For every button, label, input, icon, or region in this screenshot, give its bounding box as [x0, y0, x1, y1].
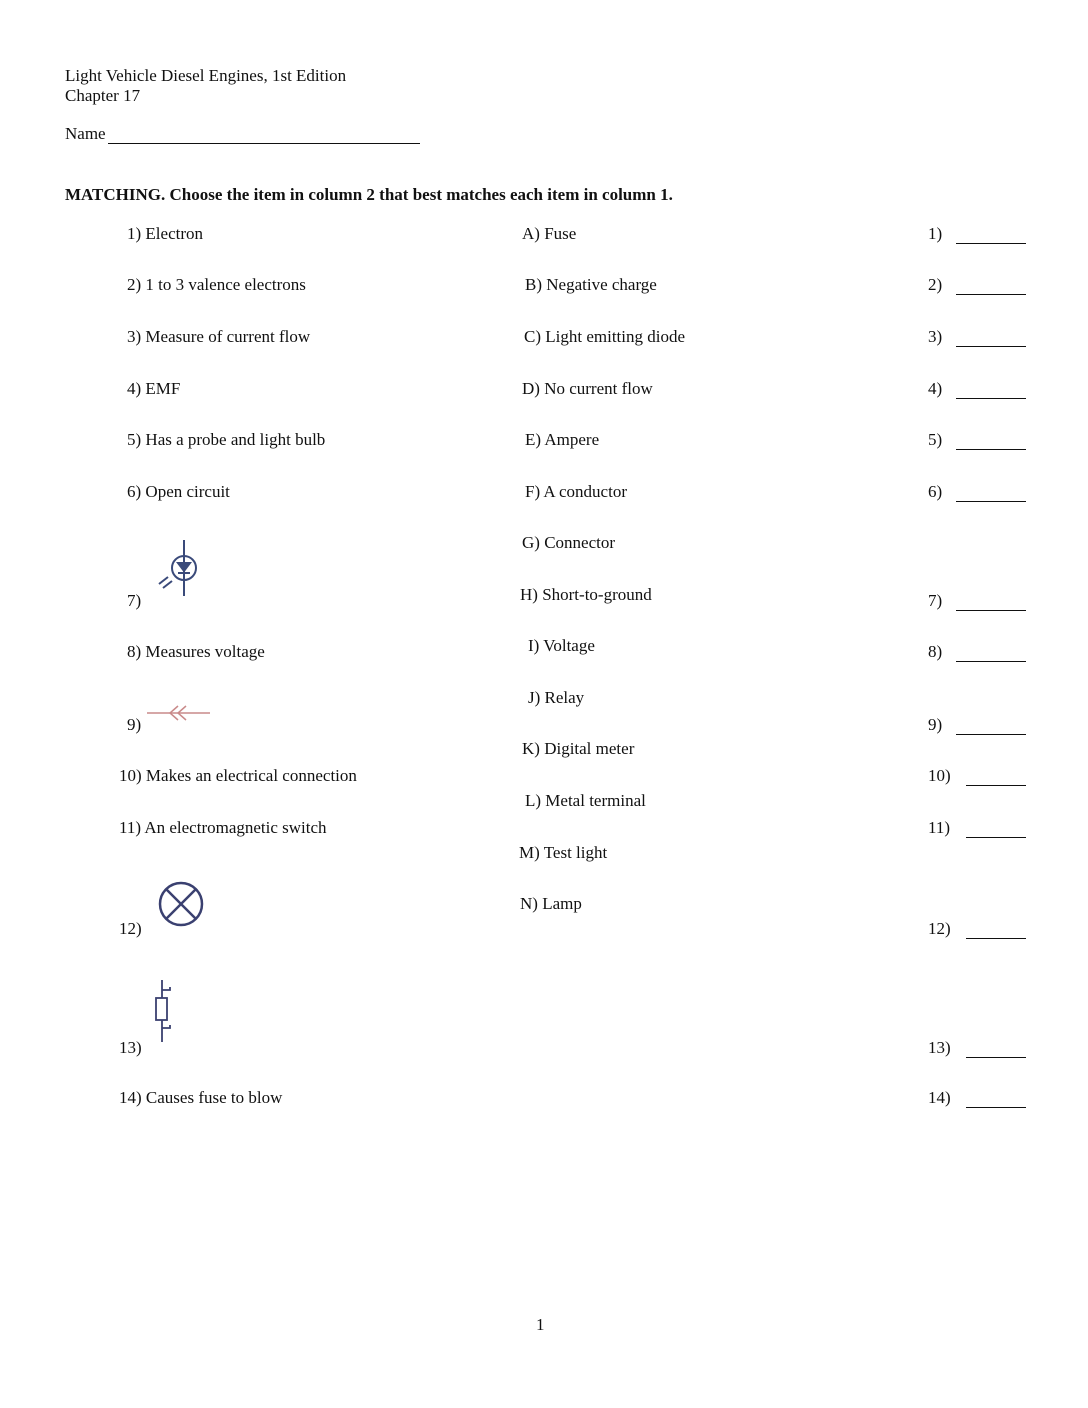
column2-item: G) Connector — [522, 533, 616, 552]
answer-blank[interactable] — [966, 785, 1026, 786]
column2-item: I) Voltage — [528, 636, 595, 655]
chapter-label: Chapter 17 — [65, 86, 141, 105]
column1-item: 11) An electromagnetic switch — [119, 818, 327, 837]
column2-item: C) Light emitting diode — [524, 327, 686, 346]
answer-label: 12) — [928, 919, 951, 938]
column1-item: 7) — [127, 591, 142, 610]
column1-item: 9) — [127, 715, 142, 734]
answer-label: 5) — [928, 430, 943, 449]
column1-item: 12) — [119, 919, 142, 938]
answer-blank[interactable] — [956, 243, 1026, 244]
answer-label: 8) — [928, 642, 943, 661]
answer-blank[interactable] — [956, 294, 1026, 295]
answer-label: 6) — [928, 482, 943, 501]
answer-label: 13) — [928, 1038, 951, 1057]
column2-item: E) Ampere — [525, 430, 600, 449]
instructions: MATCHING. Choose the item in column 2 that best matches each item in column 1. — [65, 185, 673, 204]
answer-blank[interactable] — [956, 398, 1026, 399]
answer-blank[interactable] — [956, 449, 1026, 450]
answer-label: 3) — [928, 327, 943, 346]
column1-item: 6) Open circuit — [127, 482, 230, 501]
column2-item: L) Metal terminal — [525, 791, 646, 810]
column1-item: 5) Has a probe and light bulb — [127, 430, 326, 449]
column2-item: D) No current flow — [522, 379, 653, 398]
column2-item: A) Fuse — [522, 224, 577, 243]
column1-item: 13) — [119, 1038, 142, 1057]
column2-item: N) Lamp — [520, 894, 582, 913]
answer-label: 1) — [928, 224, 943, 243]
answer-label: 10) — [928, 766, 951, 785]
answer-label: 2) — [928, 275, 943, 294]
name-label: Name — [65, 124, 106, 143]
column1-item: 8) Measures voltage — [127, 642, 265, 661]
answer-label: 7) — [928, 591, 943, 610]
column2-item: J) Relay — [528, 688, 585, 707]
column2-item: M) Test light — [519, 843, 608, 862]
column2-item: F) A conductor — [525, 482, 627, 501]
lamp-symbol-icon — [157, 880, 205, 928]
column1-item: 4) EMF — [127, 379, 181, 398]
answer-blank[interactable] — [956, 661, 1026, 662]
book-title: Light Vehicle Diesel Engines, 1st Edition — [65, 66, 347, 85]
column1-item: 3) Measure of current flow — [127, 327, 311, 346]
column1-item: 14) Causes fuse to blow — [119, 1088, 283, 1107]
answer-blank[interactable] — [956, 610, 1026, 611]
page-number: 1 — [536, 1315, 545, 1334]
answer-label: 14) — [928, 1088, 951, 1107]
answer-label: 11) — [928, 818, 951, 837]
answer-blank[interactable] — [966, 938, 1026, 939]
column1-item: 2) 1 to 3 valence electrons — [127, 275, 306, 294]
answer-blank[interactable] — [956, 346, 1026, 347]
answer-blank[interactable] — [956, 734, 1026, 735]
answer-blank[interactable] — [966, 1057, 1026, 1058]
answer-blank[interactable] — [966, 1107, 1026, 1108]
answer-label: 4) — [928, 379, 943, 398]
answer-blank[interactable] — [956, 501, 1026, 502]
column1-item: 1) Electron — [127, 224, 203, 243]
answer-label: 9) — [928, 715, 943, 734]
fuse-symbol-icon — [150, 978, 180, 1044]
column2-item: B) Negative charge — [525, 275, 657, 294]
connector-symbol-icon — [146, 703, 212, 723]
led-symbol-icon — [150, 538, 200, 600]
name-field[interactable] — [108, 143, 420, 144]
column2-item: K) Digital meter — [522, 739, 635, 758]
answer-blank[interactable] — [966, 837, 1026, 838]
column1-item: 10) Makes an electrical connection — [119, 766, 357, 785]
column2-item: H) Short-to-ground — [520, 585, 652, 604]
